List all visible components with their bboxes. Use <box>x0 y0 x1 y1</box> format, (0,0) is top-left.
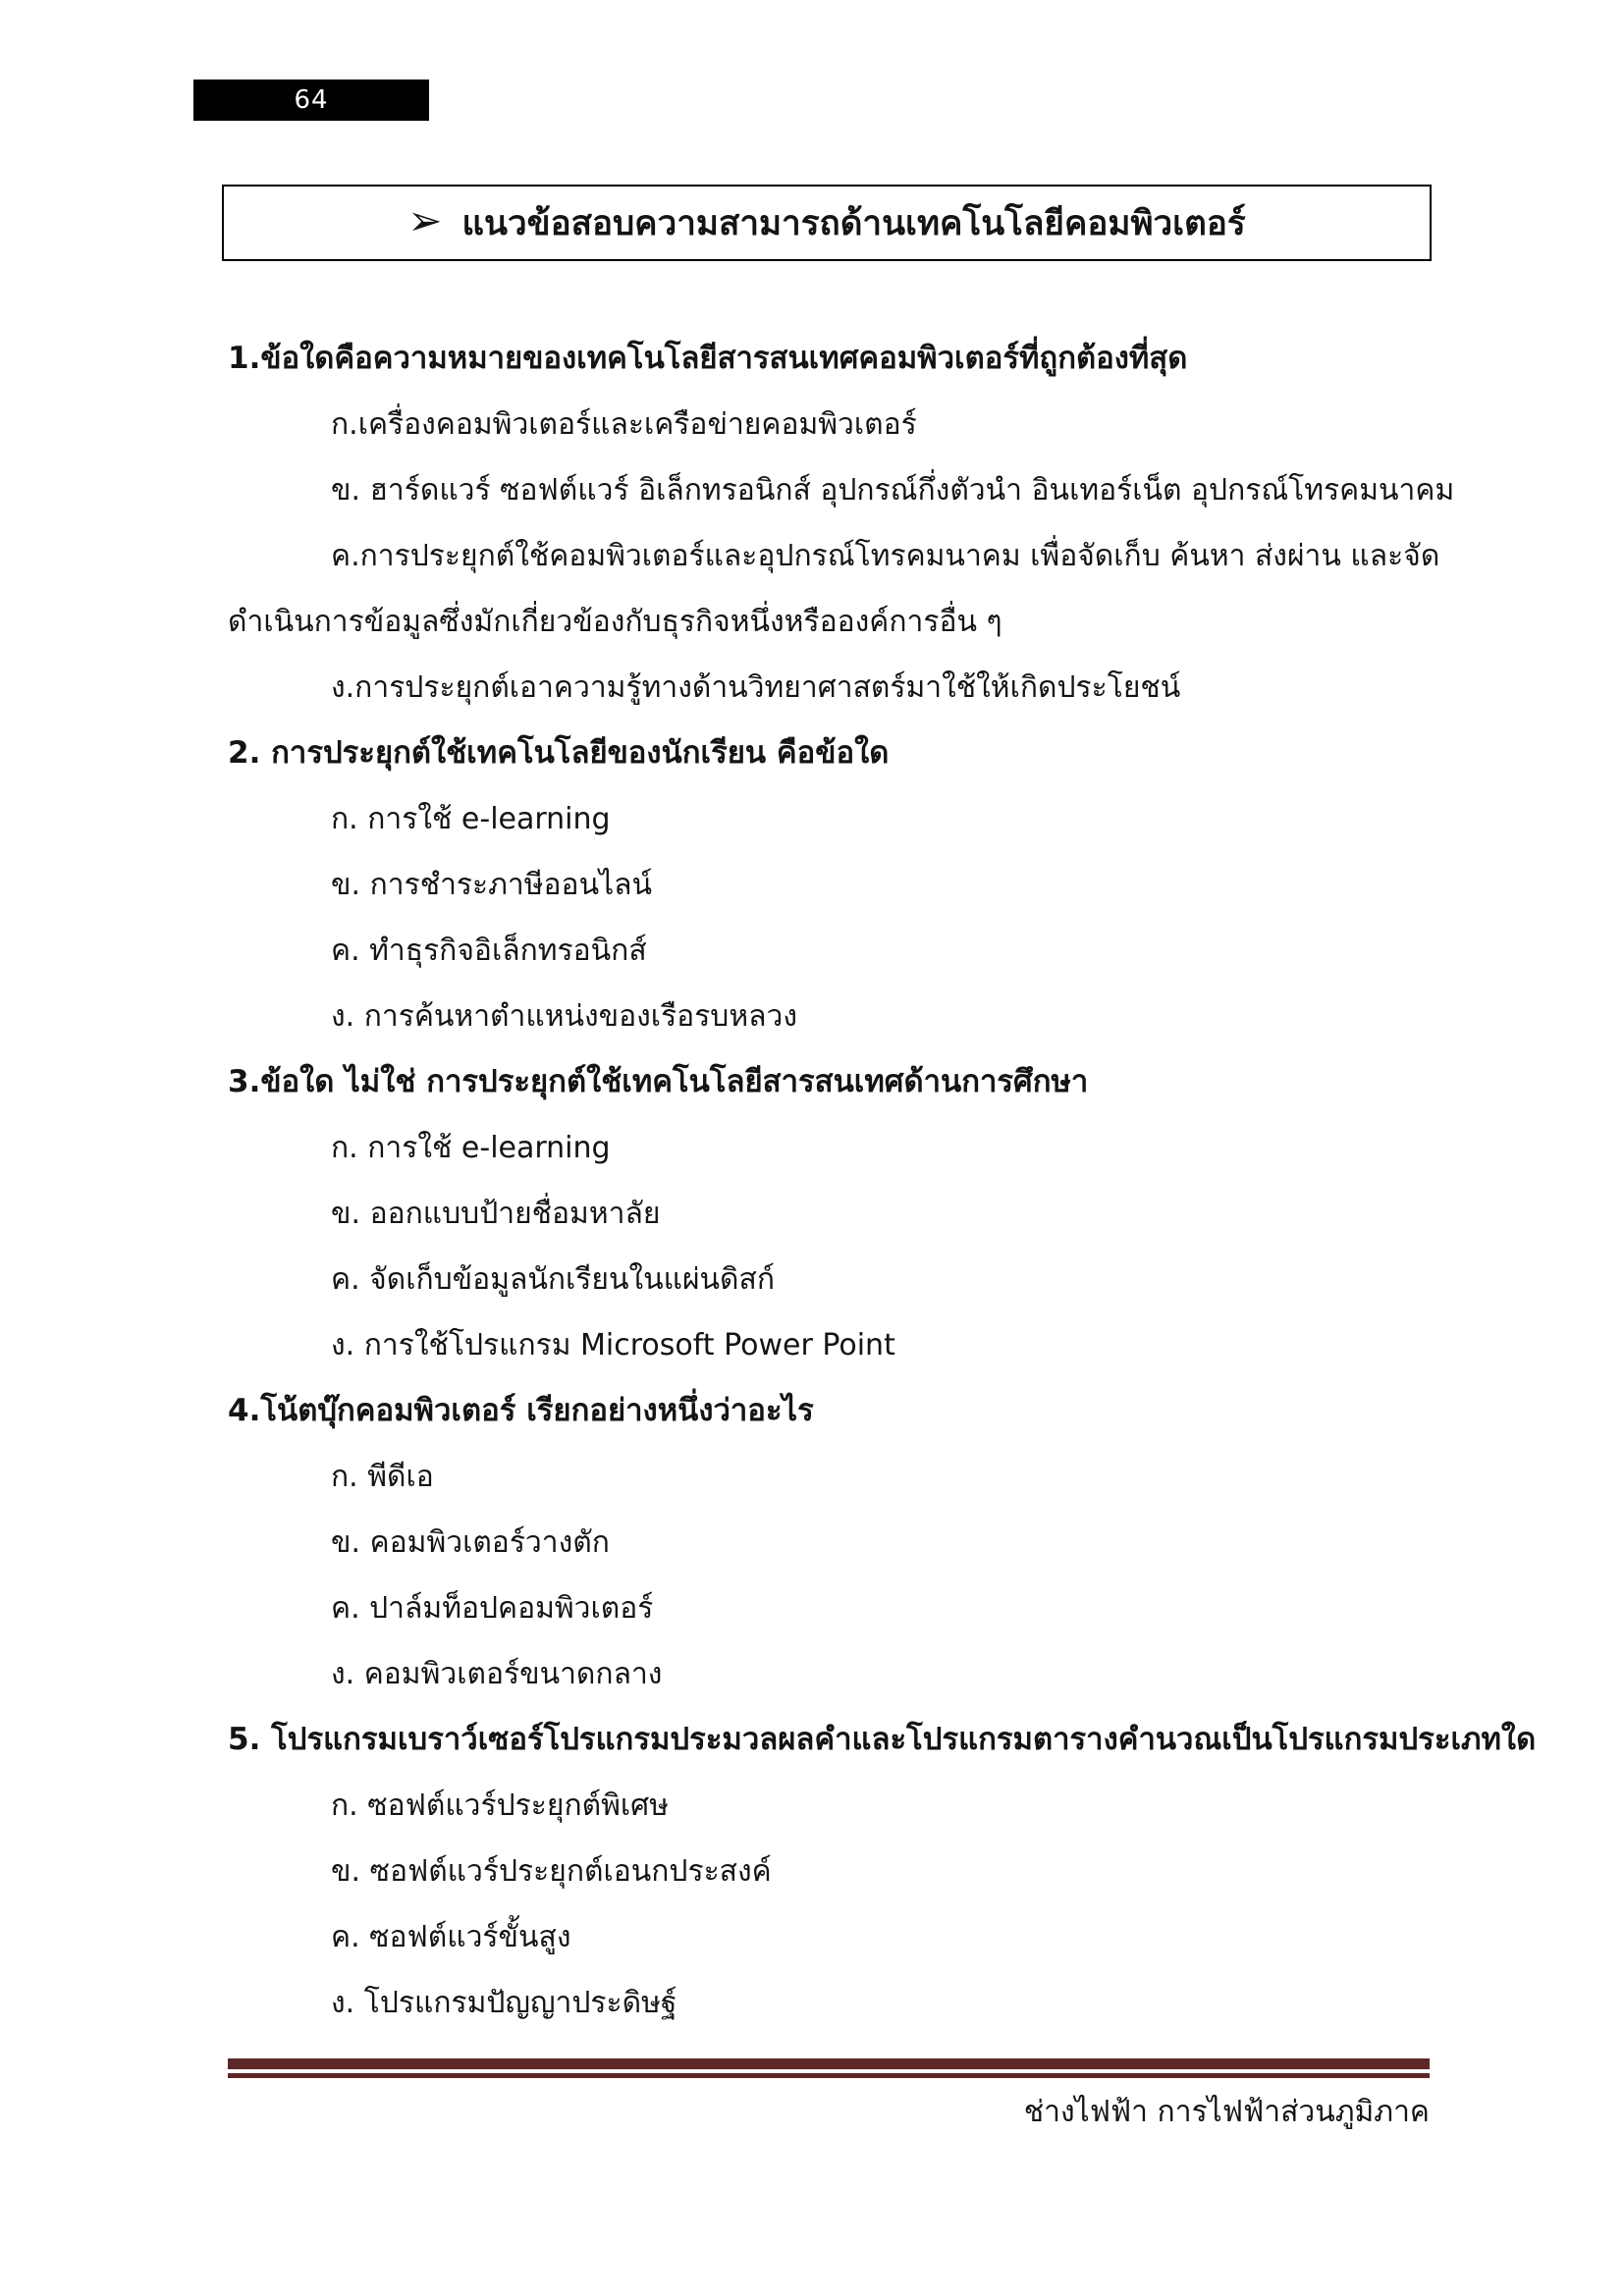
arrow-bullet-icon: ➢ <box>407 196 443 244</box>
exam-header-box <box>222 185 1432 261</box>
question-title: 5. โปรแกรมเบราว์เซอร์โปรแกรมประมวลผลคำและโปรแกรมตารางคำนวณเป็นโปรแกรมประเภทใด <box>228 1722 1537 1757</box>
question-option: ง. โปรแกรมปัญญาประดิษฐ์ <box>331 1986 677 2020</box>
question-option: ค. จัดเก็บข้อมูลนักเรียนในแผ่นดิสก์ <box>331 1262 776 1297</box>
question-title: 4.โน้ตบุ๊กคอมพิวเตอร์ เรียกอย่างหนึ่งว่าอะไร <box>228 1393 814 1428</box>
question-option-continuation: ดำเนินการข้อมูลซึ่งมักเกี่ยวข้องกับธุรกิจหนึ่งหรือองค์การอื่น ๆ <box>228 605 1002 639</box>
question-option: ข. ออกแบบป้ายชื่อมหาลัย <box>331 1197 661 1231</box>
footer-text: ช่างไฟฟ้า การไฟฟ้าส่วนภูมิภาค <box>1023 2095 1430 2129</box>
question-option: ค. ซอฟต์แวร์ขั้นสูง <box>331 1920 571 1954</box>
footer-divider-thin-line <box>228 2073 1430 2078</box>
page-number: 64 <box>294 85 329 115</box>
page-number-box <box>193 80 429 121</box>
question-option: ก. ซอฟต์แวร์ประยุกต์พิเศษ <box>331 1789 669 1823</box>
question-option: ง.การประยุกต์เอาความรู้ทางด้านวิทยาศาสตร์มาใช้ให้เกิดประโยชน์ <box>331 670 1181 705</box>
question-option: ค.การประยุกต์ใช้คอมพิวเตอร์และอุปกรณ์โทรคมนาคม เพื่อจัดเก็บ ค้นหา ส่งผ่าน และจัด <box>331 539 1440 573</box>
question-option: ค. ปาล์มท็อปคอมพิวเตอร์ <box>331 1591 654 1626</box>
question-option: ง. การใช้โปรแกรม Microsoft Power Point <box>331 1328 895 1362</box>
question-option: ข. ซอฟต์แวร์ประยุกต์เอนกประสงค์ <box>331 1854 772 1889</box>
question-title: 2. การประยุกต์ใช้เทคโนโลยีของนักเรียน คือข้อใด <box>228 735 890 771</box>
question-option: ค. ทำธุรกิจอิเล็กทรอนิกส์ <box>331 934 647 968</box>
question-option: ก. การใช้ e-learning <box>331 1131 611 1165</box>
question-option: ข. ฮาร์ดแวร์ ซอฟต์แวร์ อิเล็กทรอนิกส์ อุปกรณ์กึ่งตัวนำ อินเทอร์เน็ต อุปกรณ์โทรคมนาคม <box>331 473 1455 507</box>
question-title: 3.ข้อใด ไม่ใช่ การประยุกต์ใช้เทคโนโลยีสารสนเทศด้านการศึกษา <box>228 1064 1089 1099</box>
question-option: ง. คอมพิวเตอร์ขนาดกลาง <box>331 1657 663 1691</box>
question-option: ก. การใช้ e-learning <box>331 802 611 836</box>
footer-divider <box>228 2058 1430 2078</box>
question-option: ก.เครื่องคอมพิวเตอร์และเครือข่ายคอมพิวเตอร์ <box>331 407 917 442</box>
question-option: ข. การชำระภาษีออนไลน์ <box>331 868 653 902</box>
question-option: ข. คอมพิวเตอร์วางตัก <box>331 1525 610 1560</box>
question-title: 1.ข้อใดคือความหมายของเทคโนโลยีสารสนเทศคอมพิวเตอร์ที่ถูกต้องที่สุด <box>228 341 1188 376</box>
question-option: ก. พีดีเอ <box>331 1460 434 1494</box>
questions-container <box>228 326 1537 2036</box>
footer-divider-thick-line <box>228 2058 1430 2069</box>
question-option: ง. การค้นหาตำแหน่งของเรือรบหลวง <box>331 999 798 1034</box>
exam-title: แนวข้อสอบความสามารถด้านเทคโนโลยีคอมพิวเตอร์ <box>461 203 1246 243</box>
